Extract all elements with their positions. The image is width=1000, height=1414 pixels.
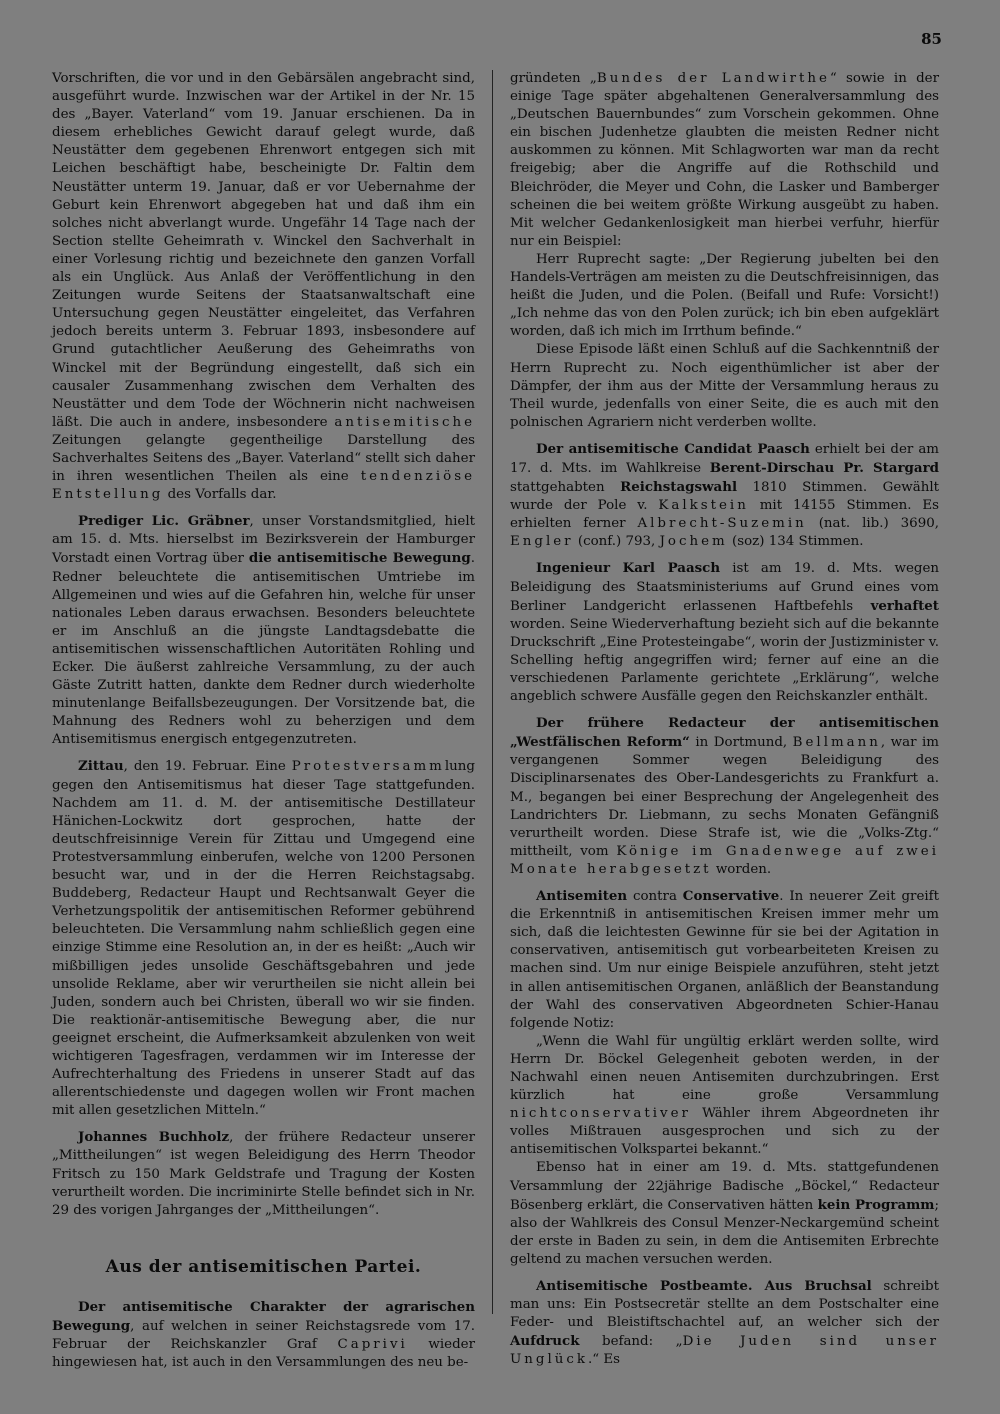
left-column-after — [52, 1298, 475, 1372]
paragraph: Prediger Lic. Gräbner, unser Vorstandsmitglied, hielt am 15. d. Mts. hierselbst im Bezirksverein der Hamburger Vorstadt einen Vortrag über die antisemitische Bewegung. Redner beleuchtete die antisemitischen Umtriebe im Allgemeinen und wies auf die Gefahren hin, welche für unser nationales Leben daraus erwachsen. Besonders beleuchtete er im Anschluß an die jüngste Landtagsdebatte die antisemitischen wissenschaftlichen Autoritäten Rohling und Ecker. Die äußerst zahlreiche Versammlung, zu der auch Gäste Zutritt hatten, dankte dem Redner durch wiederholte minutenlange Beifallsbezeugungen. Der Vorsitzende bat, die Mahnung des Redners wohl zu beherzigen und dem Antisemitismus energisch entgegenzutreten. — [52, 513, 476, 748]
paragraph: Antisemiten contra Conservative. In neuerer Zeit greift die Erkenntniß in antisemitischen Kreisen immer mehr um sich, daß die leichtesten Gewinne für sie bei der Agitation in conservativen, antisemitisch gut vorbearbeiteten Kreisen zu machen sind. Um nur einige Beispiele anzuführen, steht jetzt in allen antisemitischen Organen, anläßlich der Beanstandung der Wahl des conservativen Abgeordneten Schier-Hanau folgende Notiz: — [510, 888, 939, 1031]
paragraph: Der antisemitische Candidat Paasch erhielt bei der am 17. d. Mts. im Wahlkreise Berent-Dirschau Pr. Stargard stattgehabten Reichstagswahl 1810 Stimmen. Gewählt wurde der Pole v. Kalkstein mit 14155 Stimmen. Es erhielten ferner Albrecht-Suzemin (nat. lib.) 3690, Engler (conf.) 793, Jochem (soz) 134 Stimmen. — [510, 440, 940, 550]
right-column-body — [510, 70, 939, 1369]
paragraph: Antisemitische Postbeamte. Aus Bruchsal schreibt man uns: Ein Postsecretär stellte an dem Postschalter eine Feder- und Bleistiftschachtel auf, an welcher sich der Aufdruck befand: „Die Juden sind unser Unglück.“ Es — [510, 1278, 940, 1368]
section-title: Aus der antisemitischen Partei. — [105, 1256, 422, 1277]
left-column — [52, 70, 475, 1372]
paragraph: Ebenso hat in einer am 19. d. Mts. stattgefundenen Versammlung der 22jährige Badische „Böckel,“ Redacteur Bösenberg erklärt, die Conservativen hätten kein Programm; also der Wahlkreis des Consul Menzer-Neckargemünd scheint der erste in Baden zu sein, in dem die Antisemiten Erbrechte geltend zu machen versuchen werden. — [510, 1160, 939, 1267]
page-number: 85 — [921, 30, 942, 48]
right-column — [510, 70, 939, 1369]
paragraph: Vorschriften, die vor und in den Gebärsälen angebracht sind, ausgeführt wurde. Inzwischen war der Artikel in der Nr. 15 des „Bayer. Vaterland“ vom 19. Januar erschienen. Da in diesem erhebliches Gewicht darauf gelegt wurde, daß Neustätter dem gegebenen Ehrenwort entgegen sich mit Leichen beschäftigt habe, bescheinigte Dr. Faltin dem Neustätter unterm 19. Januar, daß er vor Uebernahme der Geburt kein Ehrenwort abgegeben hat und daß ihm ein solches nicht abverlangt wurde. Ungefähr 14 Tage nach der Section stellte Geheimrath v. Winckel den Sachverhalt in einer Vorlesung richtig und bezeichnete den ganzen Vorfall als ein Unglück. Aus Anlaß der Veröffentlichung in den Zeitungen wurde Seitens der Staatsanwaltschaft eine Untersuchung gegen Neustätter eingeleitet, das Verfahren jedoch bereits unterm 3. Februar 1893, insbesondere auf Grund gutachtlicher Aeußerung des Geheimraths von Winckel mit der Begründung eingestellt, daß sich ein causaler Zusammenhang zwischen dem Verhalten des Neustätter und dem Tode der Wöchnerin nicht nachweisen läßt. Die auch in andere, insbesondere antisemitische Zeitungen gelangte gegentheilige Darstellung des Sachverhaltes Seitens des „Bayer. Vaterland“ stellt sich daher in ihren wesentlichen Theilen als eine tendenziöse Entstellung des Vorfalls dar. — [52, 71, 475, 503]
paragraph: Ingenieur Karl Paasch ist am 19. d. Mts. wegen Beleidigung des Staatsministeriums auf Grund eines vom Berliner Landgericht erlassenen Haftbefehls verhaftet worden. Seine Wiederverhaftung bezieht sich auf die bekannte Druckschrift „Eine Protesteingabe“, worin der Justizminister v. Schelling heftig angegriffen wird; ferner auf eine an die verschiedenen Parlamente gerichtete „Erklärung“, welche angeblich schwere Ausfälle gegen den Reichskanzler enthält. — [510, 560, 939, 705]
paragraph: Zittau, den 19. Februar. Eine Protestversammlung gegen den Antisemitismus hat dieser Tage stattgefunden. Nachdem am 11. d. M. der antisemitische Destillateur Hänichen-Lockwitz dort gesprochen, hatte der deutschfreisinnige Verein für Zittau und Umgegend eine Protestversammlung einberufen, welche von 1200 Personen besucht war, und in der die Herren Reichstagsabg. Buddeberg, Redacteur Haupt und Rechtsanwalt Geyer die Verhetzungspolitik der antisemitischen Reformer gebührend beleuchteten. Die Versammlung nahm schließlich gegen eine einzige Stimme eine Resolution an, in der es heißt: „Auch wir mißbilligen jedes unsolide Geschäftsgebahren und jede unsolide Reklame, aber wir verurtheilen sie nicht allein bei Juden, sondern auch bei Christen, überall wo wir sie finden. Die reaktionär-antisemitische Bewegung aber, die nur geeignet erscheint, die Aufmerksamkeit abzulenken von weit wichtigeren Tagesfragen, verdammen wir im Interesse der Aufrechterhaltung des Friedens in unserer Stadt auf das allerentschiedenste und dagegen wollen wir Front machen mit allen gesetzlichen Mitteln.“ — [52, 758, 475, 1119]
paragraph: Diese Episode läßt einen Schluß auf die Sachkenntniß der Herrn Ruprecht zu. Noch eigenthümlicher ist aber der Dämpfer, der ihm aus der Mitte der Versammlung heraus zu Theil wurde, jedenfalls von einer Seite, die es auch mit den polnischen Agrariern nicht verderben wollte. — [510, 342, 939, 430]
paragraph: „Wenn die Wahl für ungültig erklärt werden sollte, wird Herrn Dr. Böckel Gelegenheit geboten werden, in der Nachwahl einen neuen Antisemiten durchzubringen. Erst kürzlich hat eine große Versammlung nichtconservativer Wähler ihrem Abgeordneten ihr volles Mißtrauen ausgesprochen und sich zu der antisemitischen Volkspartei bekannt.“ — [510, 1033, 939, 1158]
paragraph: gründeten „Bundes der Landwirthe“ sowie in der einige Tage später abgehaltenen Generalversammlung des „Deutschen Bauernbundes“ zum Vorschein gekommen. Ohne ein bischen Judenhetze glaubten die meisten Redner nicht auskommen zu können. Mit Schlagworten war man da recht freigebig; aber die Angriffe auf die Rothschild und Bleichröder, die Meyer und Cohn, die Lasker und Bamberger scheinen die bei weitem größte Wirkung ausgeübt zu haben. Mit welcher Gedankenlosigkeit man hierbei verfuhr, hierfür nur ein Beispiel: — [510, 71, 939, 249]
paragraph: Der frühere Redacteur der antisemitischen „Westfälischen Reform“ in Dortmund, Bellmann, war im vergangenen Sommer wegen Beleidigung des Disciplinarsenates des Ober-Landesgerichts zu Frankfurt a. M., begangen bei einer Besprechung der Angelegenheit des Landrichters Dr. Liebmann, zu sechs Monaten Gefängniß verurtheilt worden. Diese Strafe ist, wie die „Volks-Ztg.“ mittheilt, vom Könige im Gnadenwege auf zwei Monate herabgesetzt worden. — [510, 715, 940, 877]
left-column-body — [52, 70, 475, 1220]
paragraph: Johannes Buchholz, der frühere Redacteur unserer „Mittheilungen“ ist wegen Beleidigung des Herrn Theodor Fritsch zu 150 Mark Geldstrafe und Tragung der Kosten verurtheilt worden. Die incriminirte Stelle befindet sich in Nr. 29 des vorigen Jahrganges der „Mittheilungen“. — [52, 1129, 476, 1218]
column-divider — [492, 70, 493, 1314]
paragraph: Herr Ruprecht sagte: „Der Regierung jubelten bei den Handels-Verträgen am meisten zu die Deutschfreisinnigen, das heißt die Juden, und die Polen. (Beifall und Rufe: Vorsicht!) „Ich nehme das von den Polen zurück; ich bin eben aufgeklärt worden, daß ich mich im Irrthum befinde.“ — [510, 251, 939, 340]
paragraph: Der antisemitische Charakter der agrarischen Bewegung, auf welchen in seiner Reichstagsrede vom 17. Februar der Reichskanzler Graf Caprivi wieder hingewiesen hat, ist auch in den Versammlungen des neu be- — [52, 1298, 475, 1371]
